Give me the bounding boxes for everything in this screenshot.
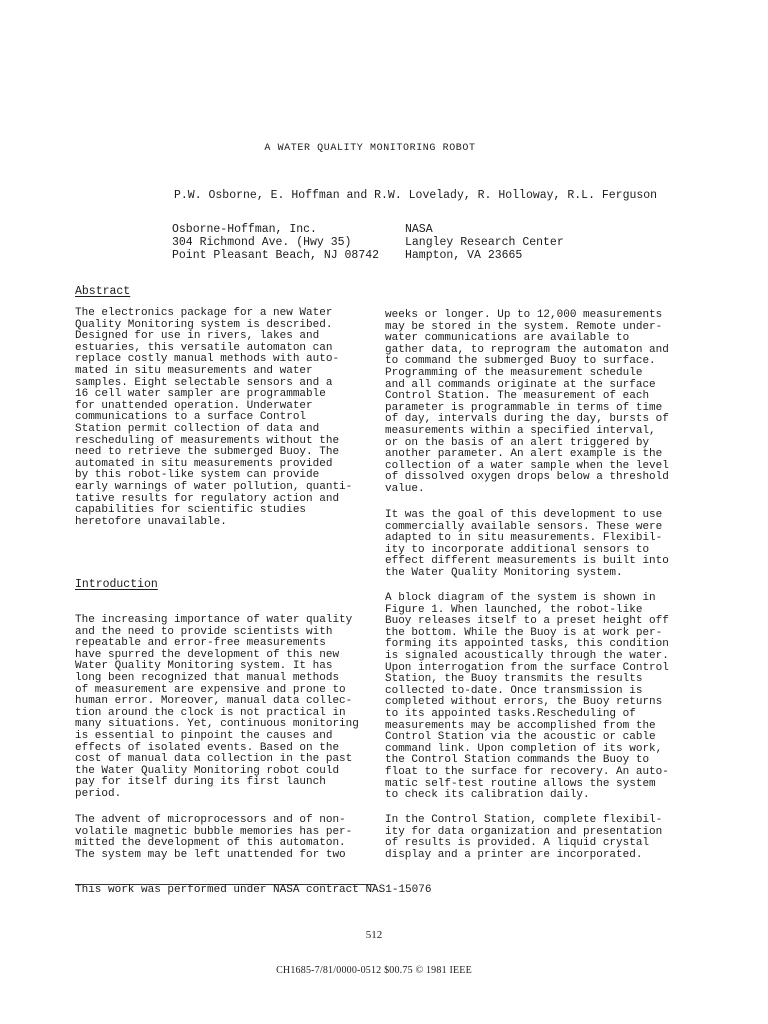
affiliation-left-line: 304 Richmond Ave. (Hwy 35) bbox=[172, 235, 352, 249]
intro-paragraph-1: The increasing importance of water quality and the need to provide scientists with repeatable and error-free measurements have spurred the development of this new Water Quality Monitoring system. It has long been recognized that manual methods of measurement are expensive and prone to human error. Moreover, manual data collec- tion around the clock is not practical in many situations. Yet, continuous monitoring is essential to pinpoint the causes and effects of isolated events. Based on the cost of manual data collection in the past the Water Quality Monitoring robot could pay for itself during its first launch period. bbox=[75, 614, 359, 800]
intro-paragraph-2: The advent of microprocessors and of non- volatile magnetic bubble memories has per- mitted the development of this automaton. The system may be left unattended for two bbox=[75, 814, 353, 861]
right-column-block-4 bbox=[385, 815, 685, 861]
footnote: This work was performed under NASA contract NAS1-15076 bbox=[75, 884, 432, 896]
page-number: 512 bbox=[365, 929, 383, 941]
affiliation-left bbox=[172, 224, 379, 262]
affiliation-left-line: Osborne-Hoffman, Inc. bbox=[172, 223, 317, 236]
affiliation-right bbox=[405, 224, 564, 262]
right-paragraph-3: A block diagram of the system is shown in Figure 1. When launched, the robot-like Buoy releases itself to a preset height off the bottom. While the Buoy is at work per- forming its appointed tasks, this condition is signaled acoustically through the water. Upon interrogation from the surface Control Station, the Buoy transmits the results collected to-date. Once transmission is completed without errors, the Buoy returns to its appointed tasks.Rescheduling of measurements may be accomplished from the Control Station via the acoustic or cable command link. Upon completion of its work, the Control Station commands the Buoy to float to the surface for recovery. An auto- matic self-test routine allows the system to check its calibration daily. bbox=[385, 592, 669, 802]
introduction-continued bbox=[75, 815, 375, 861]
abstract-paragraph: The electronics package for a new Water Quality Monitoring system is described. Designed for use in rivers, lakes and estuaries, this versatile automaton can replace costly manual methods with auto- mated in situ measurements and water samples. Eight selectable sensors and a 16 cell water sampler are programmable for unattended operation. Underwater communications to a surface Control Station permit collection of data and rescheduling of measurements without the need to retrieve the submerged Buoy. The automated in situ measurements provided by this robot-like system can provide early warnings of water pollution, quanti- tative results for regulatory action and capabilities for scientific studies heretofore unavailable. bbox=[75, 307, 353, 528]
abstract-section bbox=[75, 308, 375, 528]
copyright-line: CH1685-7/81/0000-0512 $00.75 © 1981 IEEE bbox=[276, 965, 472, 976]
right-column-block-3 bbox=[385, 593, 685, 802]
affiliation-right-line: Hampton, VA 23665 bbox=[405, 248, 523, 262]
right-column-block-1 bbox=[385, 310, 685, 496]
right-paragraph-1: weeks or longer. Up to 12,000 measurements may be stored in the system. Remote under- water communications are available to gather data, to reprogram the automaton and to command the submerged Buoy to surface. Programming of the measurement schedule and all commands originate at the surface Control Station. The measurement of each parameter is programmable in terms of time of day, intervals during the day, bursts of measurements within a specified interval, or on the basis of an alert triggered by another parameter. An alert example is the collection of a water sample when the level of dissolved oxygen drops below a threshold value. bbox=[385, 309, 669, 495]
right-paragraph-2: It was the goal of this development to use commercially available sensors. These were adapted to in situ measurements. Flexibil- ity to incorporate additional sensors to effect different measurements is built into the Water Quality Monitoring system. bbox=[385, 509, 669, 579]
paper-title: A WATER QUALITY MONITORING ROBOT bbox=[264, 143, 476, 154]
affiliation-right-line: Langley Research Center bbox=[405, 235, 564, 249]
affiliation-right-line: NASA bbox=[405, 223, 433, 236]
author-list: P.W. Osborne, E. Hoffman and R.W. Lovelady, R. Holloway, R.L. Ferguson bbox=[174, 189, 658, 202]
abstract-heading: Abstract bbox=[75, 285, 131, 298]
introduction-heading: Introduction bbox=[75, 578, 158, 591]
right-column-block-2 bbox=[385, 510, 685, 580]
introduction-section bbox=[75, 615, 375, 801]
affiliation-left-line: Point Pleasant Beach, NJ 08742 bbox=[172, 248, 380, 262]
right-paragraph-4: In the Control Station, complete flexibil- ity for data organization and presentation of results is provided. A liquid crystal display and a printer are incorporated. bbox=[385, 814, 663, 861]
